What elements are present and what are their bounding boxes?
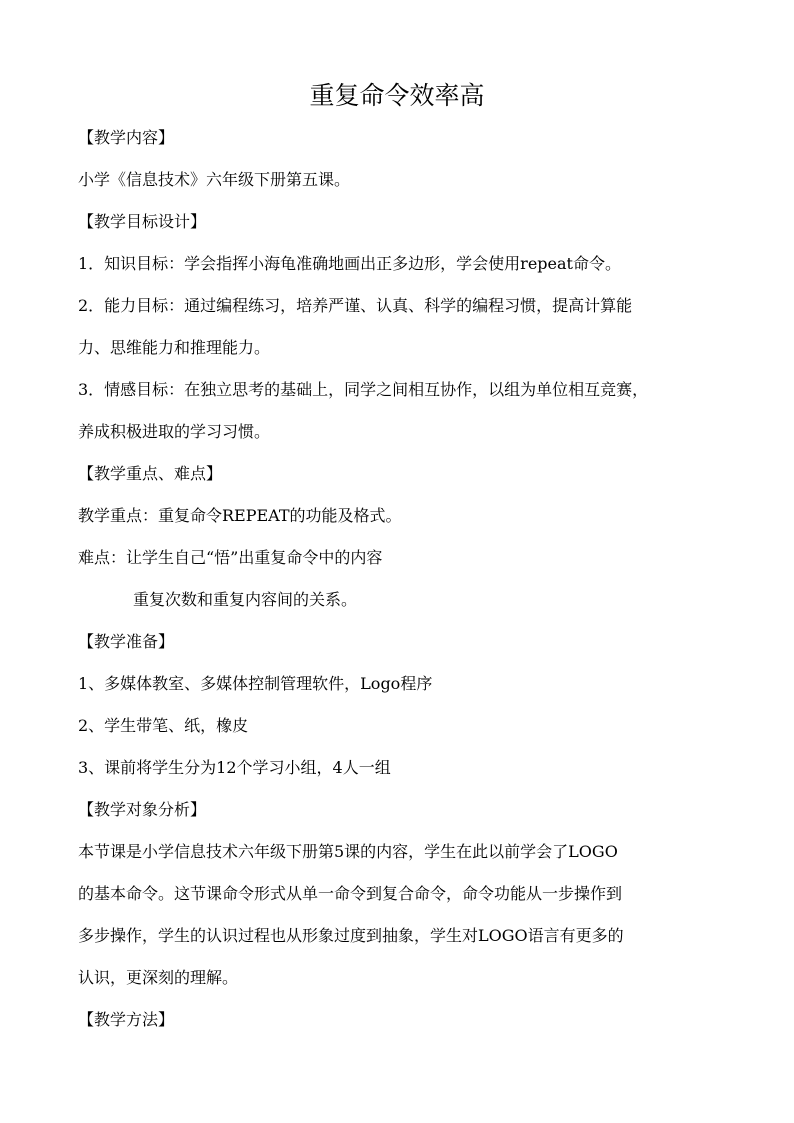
analysis-line4: 认识，更深刻的理解。: [78, 968, 239, 987]
section-heading-analysis: 【教学对象分析】: [78, 800, 207, 819]
difficulty-line1: 难点：让学生自己“悟”出重复命令中的内容: [78, 548, 383, 567]
difficulty-line2: 重复次数和重复内容间的关系。: [133, 590, 358, 609]
section-heading-methods: 【教学方法】: [78, 1010, 175, 1029]
key-point: 教学重点：重复命令REPEAT的功能及格式。: [78, 506, 402, 525]
section-heading-key-points: 【教学重点、难点】: [78, 464, 223, 483]
goal-emotion-line2: 养成积极进取的学习习惯。: [78, 422, 271, 441]
goal-ability-line2: 力、思维能力和推理能力。: [78, 338, 271, 357]
section-heading-content: 【教学内容】: [78, 128, 175, 147]
prep-item-2: 2、学生带笔、纸，橡皮: [78, 716, 249, 735]
section-heading-goals: 【教学目标设计】: [78, 212, 207, 231]
section-heading-preparation: 【教学准备】: [78, 632, 175, 651]
analysis-line2: 的基本命令。这节课命令形式从单一命令到复合命令，命令功能从一步操作到: [78, 884, 623, 903]
goal-emotion-line1: 3．情感目标：在独立思考的基础上，同学之间相互协作，以组为单位相互竞赛，: [78, 380, 649, 399]
goal-ability-line1: 2．能力目标：通过编程练习，培养严谨、认真、科学的编程习惯，提高计算能: [78, 296, 633, 315]
analysis-line3: 多步操作，学生的认识过程也从形象过度到抽象，学生对LOGO语言有更多的: [78, 926, 624, 945]
analysis-line1: 本节课是小学信息技术六年级下册第5课的内容，学生在此以前学会了LOGO: [78, 842, 618, 861]
prep-item-3: 3、课前将学生分为12个学习小组，4人一组: [78, 758, 391, 777]
page-title: 重复命令效率高: [309, 81, 485, 110]
goal-knowledge: 1．知识目标：学会指挥小海龟准确地画出正多边形，学会使用repeat命令。: [78, 254, 621, 273]
paragraph-content: 小学《信息技术》六年级下册第五课。: [78, 170, 351, 189]
prep-item-1: 1、多媒体教室、多媒体控制管理软件，Logo程序: [78, 674, 433, 693]
